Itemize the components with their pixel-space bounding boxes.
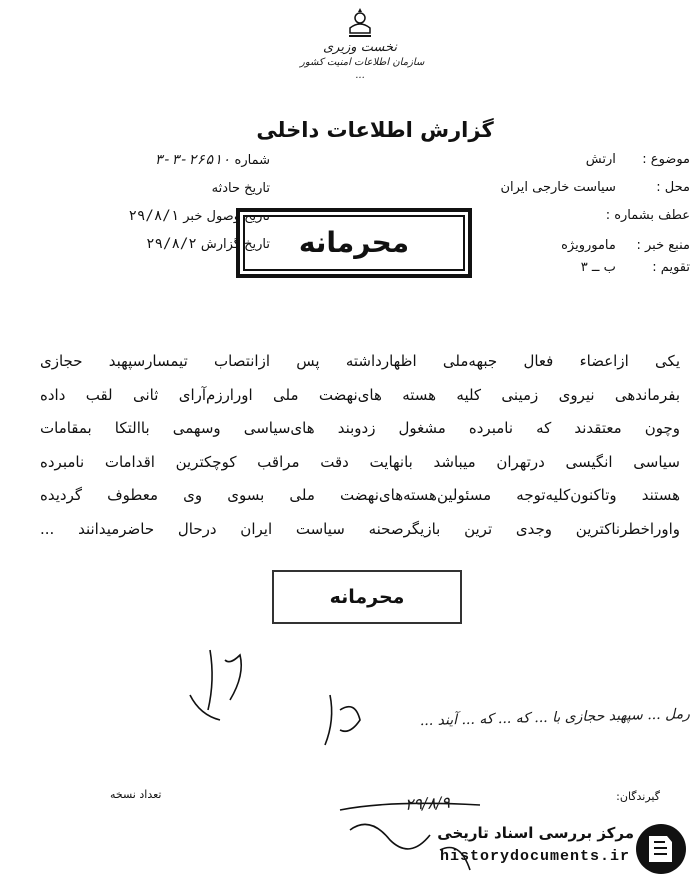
lion-and-sun-emblem-icon [343, 6, 377, 40]
report-body [40, 345, 680, 546]
handwritten-date: ۲۹/۸/۹ [404, 792, 451, 814]
copies-label: تعداد نسخه [110, 788, 162, 801]
letterhead-line-3: ... [355, 70, 365, 81]
meta-report-date [20, 236, 270, 252]
place-value: سیاست خارجی ایران [500, 180, 616, 195]
subject-label: موضوع : [642, 152, 690, 167]
body-line-4: سیاسی انگیسی درتهران میباشد بانهایت دقت مراقب کوچکترین اقدامات نامبرده [40, 452, 680, 471]
meta-received-date [20, 208, 270, 224]
received-date-label: تاریخ وصول خبر [183, 209, 270, 224]
body-line-2: بفرماندهی نیروی زمینی کلیه هسته های‌نهضت ملی اورارزم‌آرای ثانی لقب داده [40, 385, 680, 404]
recipients-label: گیرندگان: [616, 790, 660, 803]
rating-label: تقویم : [652, 260, 690, 275]
confidential-stamp-top: محرمانه [236, 208, 472, 278]
reference-label: عطف بشماره : [605, 208, 690, 223]
body-line-1: یکی ازاعضاء فعال جبهه‌ملی اظهارداشته پس ازانتصاب تیمسارسپهبد حجازی [40, 352, 680, 370]
meta-place [390, 178, 690, 198]
meta-subject [390, 150, 690, 170]
received-date-value: ۲۹/۸/۱ [128, 208, 180, 224]
source-label: منبع خبر : [636, 238, 690, 253]
subject-value: ارتش [585, 152, 616, 167]
meta-number [20, 152, 270, 168]
body-line-6: واوراخطرناکترین وجدی ترین بازیگرصحنه سیاست ایران درحال حاضرمیدانند ... [40, 519, 680, 538]
letterhead [300, 6, 425, 82]
event-date-label: تاریخ حادثه [211, 181, 270, 196]
rating-value: ب ــ ۳ [580, 260, 616, 275]
body-line-5: هستند وتاکنون‌کلیه‌توجه مسئولین‌هسته‌های‌نهضت ملی بسوی وی معطوف گردیده [40, 486, 680, 504]
archive-logo-icon [634, 822, 688, 876]
confidential-stamp-bottom: محرمانه [272, 570, 462, 624]
letterhead-line-1: نخست وزیری [322, 40, 398, 55]
number-value: ۲۶۵۱۰-۳-۳ [154, 152, 231, 168]
archive-url[interactable]: historydocuments.ir [439, 848, 630, 865]
archive-name: مرکز بررسی اسناد تاریخی [437, 824, 634, 842]
place-label: محل : [656, 180, 690, 195]
report-date-value: ۲۹/۸/۲ [146, 236, 197, 252]
source-value: مامورویژه [561, 238, 616, 253]
report-date-label: تاریخ گزارش [200, 237, 270, 252]
meta-event-date [20, 180, 270, 196]
handwritten-note: رمل ... سپهبد حجازی با ... که ... که ... آیند ... [419, 706, 691, 730]
number-label: شماره [234, 153, 270, 168]
body-line-3: وچون معتقدند که نامبرده مشغول زدوبند های‌سیاسی وسهمی باالتکا بمقامات [40, 419, 680, 437]
letterhead-line-2: سازمان اطلاعات امنیت کشور [300, 57, 425, 68]
report-title: گزارش اطلاعات داخلی [256, 118, 494, 142]
